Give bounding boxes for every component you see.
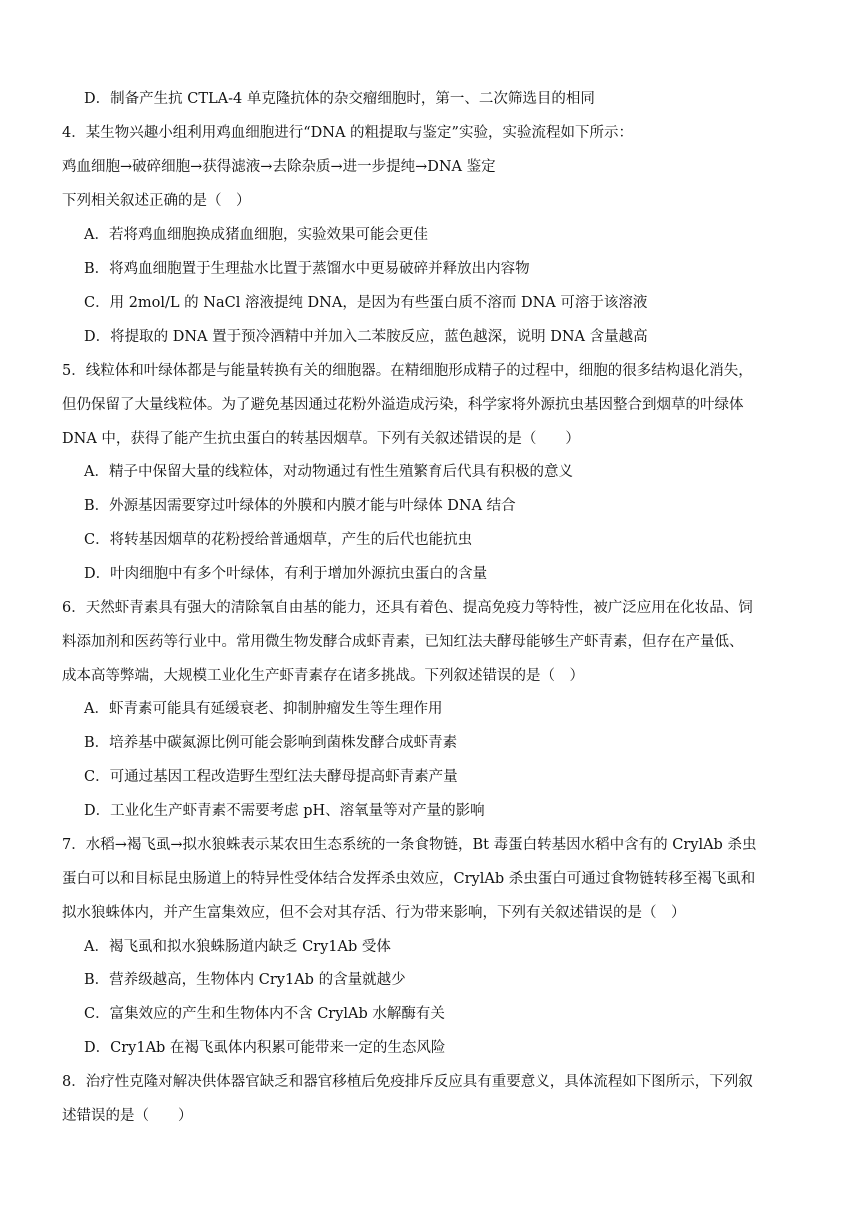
q8-stem-line-1: 8．治疗性克隆对解决供体器官缺乏和器官移植后免疫排斥反应具有重要意义，具体流程如下图所示，下列叙 xyxy=(62,1074,753,1090)
q7-option-c: C．富集效应的产生和生物体内不含 CrylAb 水解酶有关 xyxy=(84,1006,445,1022)
q7-stem-line-3: 拟水狼蛛体内，并产生富集效应，但不会对其存活、行为带来影响，下列有关叙述错误的是（ ） xyxy=(62,905,686,921)
q5-option-b: B．外源基因需要穿过叶绿体的外膜和内膜才能与叶绿体 DNA 结合 xyxy=(84,498,516,514)
q7-stem-line-2: 蛋白可以和目标昆虫肠道上的特异性受体结合发挥杀虫效应，CrylAb 杀虫蛋白可通过食物链转移至褐飞虱和 xyxy=(62,871,756,887)
q5-stem-line-3: DNA 中，获得了能产生抗虫蛋白的转基因烟草。下列有关叙述错误的是（ ） xyxy=(62,431,580,447)
q6-option-a: A．虾青素可能具有延缓衰老、抑制肿瘤发生等生理作用 xyxy=(84,701,443,717)
q6-option-d: D．工业化生产虾青素不需要考虑 pH、溶氧量等对产量的影响 xyxy=(84,803,485,819)
q5-option-d: D．叶肉细胞中有多个叶绿体，有利于增加外源抗虫蛋白的含量 xyxy=(84,566,488,582)
q6-option-b: B．培养基中碳氮源比例可能会影响到菌株发酵合成虾青素 xyxy=(84,735,458,751)
q8-stem-line-2: 述错误的是（ ） xyxy=(62,1108,193,1124)
q4-option-d: D．将提取的 DNA 置于预冷酒精中并加入二苯胺反应，蓝色越深，说明 DNA 含量越高 xyxy=(84,329,648,345)
q5-stem-line-1: 5．线粒体和叶绿体都是与能量转换有关的细胞器。在精细胞形成精子的过程中，细胞的很多结构退化消失， xyxy=(62,363,753,379)
q6-stem-line-2: 料添加剂和医药等行业中。常用微生物发酵合成虾青素，已知红法夫酵母能够生产虾青素，但存在产量低、 xyxy=(62,634,744,650)
q5-option-c: C．将转基因烟草的花粉授给普通烟草，产生的后代也能抗虫 xyxy=(84,532,473,548)
q4-option-c: C．用 2mol/L 的 NaCl 溶液提纯 DNA，是因为有些蛋白质不溶而 DNA 可溶于该溶液 xyxy=(84,295,648,311)
q6-option-c: C．可通过基因工程改造野生型红法夫酵母提高虾青素产量 xyxy=(84,769,458,785)
q5-option-a: A．精子中保留大量的线粒体，对动物通过有性生殖繁育后代具有积极的意义 xyxy=(84,464,573,480)
q4-flow: 鸡血细胞→破碎细胞→获得滤液→去除杂质→进一步提纯→DNA 鉴定 xyxy=(62,159,496,175)
q4-option-b: B．将鸡血细胞置于生理盐水比置于蒸馏水中更易破碎并释放出内容物 xyxy=(84,261,530,277)
q7-option-a: A．褐飞虱和拟水狼蛛肠道内缺乏 Cry1Ab 受体 xyxy=(84,939,391,955)
q5-stem-line-2: 但仍保留了大量线粒体。为了避免基因通过花粉外溢造成污染，科学家将外源抗虫基因整合到烟草的叶绿体 xyxy=(62,397,744,413)
q6-stem-line-1: 6．天然虾青素具有强大的清除氧自由基的能力，还具有着色、提高免疫力等特性，被广泛应用在化妆品、饲 xyxy=(62,600,753,616)
q6-stem-line-3: 成本高等弊端，大规模工业化生产虾青素存在诸多挑战。下列叙述错误的是（ ） xyxy=(62,668,584,684)
q7-option-d: D．Cry1Ab 在褐飞虱体内积累可能带来一定的生态风险 xyxy=(84,1040,446,1056)
q7-option-b: B．营养级越高，生物体内 Cry1Ab 的含量就越少 xyxy=(84,972,406,988)
q4-stem-line-2: 下列相关叙述正确的是（ ） xyxy=(62,193,251,209)
q4-stem-line-1: 4．某生物兴趣小组利用鸡血细胞进行“DNA 的粗提取与鉴定”实验，实验流程如下所示： xyxy=(62,125,633,141)
q7-stem-line-1: 7．水稻→褐飞虱→拟水狼蛛表示某农田生态系统的一条食物链，Bt 毒蛋白转基因水稻中含有的 CrylAb 杀虫 xyxy=(62,837,757,853)
q4-option-a: A．若将鸡血细胞换成猪血细胞，实验效果可能会更佳 xyxy=(84,227,428,243)
q3-option-d: D．制备产生抗 CTLA-4 单克隆抗体的杂交瘤细胞时，第一、二次筛选目的相同 xyxy=(84,91,595,107)
